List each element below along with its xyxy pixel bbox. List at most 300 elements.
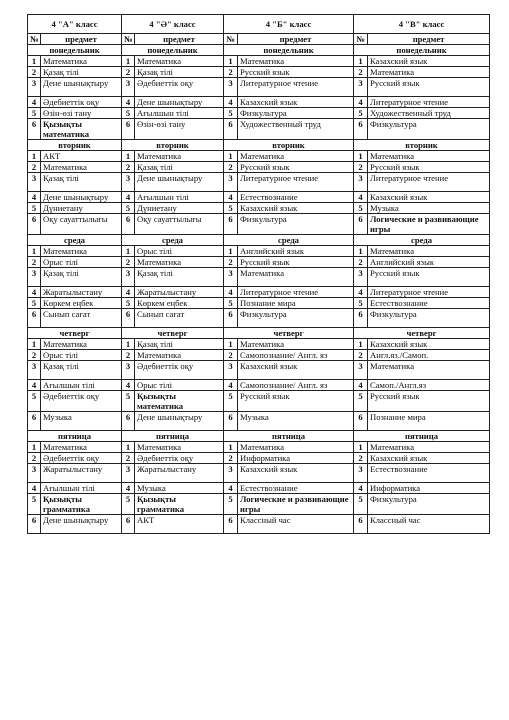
lesson-row [28, 391, 490, 412]
lesson-number: 4 [354, 287, 368, 298]
lesson-number: 6 [354, 412, 368, 431]
lesson-subject: Математика [135, 350, 224, 361]
lesson-number: 6 [28, 412, 41, 431]
lesson-subject: Физкультура [368, 119, 490, 140]
lesson-number: 2 [28, 257, 41, 268]
lesson-number: 6 [122, 412, 135, 431]
lesson-number: 1 [122, 56, 135, 67]
lesson-number: 3 [122, 361, 135, 380]
lesson-number: 6 [354, 214, 368, 235]
lesson-number: 2 [224, 257, 238, 268]
lesson-subject: Дене шынықтыру [41, 192, 122, 203]
lesson-number: 3 [224, 361, 238, 380]
lesson-subject: Ағылшын тілі [135, 192, 224, 203]
schedule-table [27, 14, 490, 534]
lesson-subject: Өзін-өзі тану [41, 108, 122, 119]
lesson-number: 3 [224, 268, 238, 287]
lesson-subject: Литературное чтение [368, 97, 490, 108]
lesson-subject: Математика [238, 442, 354, 453]
lesson-subject: АКТ [41, 151, 122, 162]
lesson-number: 5 [28, 391, 41, 412]
lesson-number: 5 [122, 494, 135, 515]
lesson-subject: Естествознание [238, 483, 354, 494]
lesson-number: 4 [28, 483, 41, 494]
lesson-number: 3 [28, 78, 41, 97]
lesson-number: 3 [28, 268, 41, 287]
lesson-number: 2 [122, 350, 135, 361]
lesson-number: 1 [224, 442, 238, 453]
class-title: 4 "Б" класс [224, 15, 354, 34]
day-name: понедельник [122, 45, 224, 56]
number-header: № [354, 34, 368, 45]
day-name: четверг [28, 328, 122, 339]
lesson-number: 3 [354, 78, 368, 97]
lesson-number: 1 [354, 339, 368, 350]
lesson-number: 4 [122, 192, 135, 203]
lesson-number: 3 [354, 268, 368, 287]
lesson-number: 4 [224, 483, 238, 494]
lesson-subject: Самоп./Англ.яз [368, 380, 490, 391]
lesson-number: 6 [224, 119, 238, 140]
lesson-number: 2 [28, 453, 41, 464]
lesson-row [28, 119, 490, 140]
lesson-number: 5 [354, 298, 368, 309]
lesson-subject: Художественный труд [368, 108, 490, 119]
day-name: пятница [122, 431, 224, 442]
lesson-subject: Физкультура [238, 309, 354, 328]
lesson-subject: Математика [368, 67, 490, 78]
lesson-number: 1 [224, 339, 238, 350]
lesson-subject: Жаратылыстану [135, 287, 224, 298]
lesson-number: 6 [28, 214, 41, 235]
lesson-number: 2 [354, 453, 368, 464]
lesson-subject: Орыс тілі [41, 350, 122, 361]
lesson-number: 3 [122, 173, 135, 192]
lesson-number: 4 [354, 483, 368, 494]
day-name: среда [354, 235, 490, 246]
lesson-number: 3 [354, 464, 368, 483]
lesson-subject: Өзін-өзі тану [135, 119, 224, 140]
lesson-number: 6 [224, 412, 238, 431]
lesson-subject: Математика [41, 246, 122, 257]
lesson-number: 4 [224, 287, 238, 298]
lesson-number: 1 [354, 56, 368, 67]
lesson-number: 3 [28, 464, 41, 483]
class-title: 4 "А" класс [28, 15, 122, 34]
lesson-subject: Естествознание [368, 464, 490, 483]
lesson-number: 4 [28, 380, 41, 391]
lesson-row [28, 203, 490, 214]
lesson-number: 2 [28, 67, 41, 78]
lesson-subject: Әдебиеттік оқу [41, 453, 122, 464]
lesson-number: 4 [122, 97, 135, 108]
class-header-row [28, 15, 490, 34]
lesson-number: 1 [224, 56, 238, 67]
lesson-subject: Ағылшын тілі [41, 380, 122, 391]
lesson-number: 3 [354, 173, 368, 192]
lesson-number: 3 [28, 361, 41, 380]
lesson-number: 2 [28, 162, 41, 173]
lesson-number: 2 [354, 350, 368, 361]
lesson-number: 3 [354, 361, 368, 380]
lesson-subject: Логические и развивающие игры [238, 494, 354, 515]
lesson-number: 6 [28, 119, 41, 140]
lesson-number: 4 [28, 97, 41, 108]
lesson-number: 4 [122, 287, 135, 298]
lesson-subject: Қазақ тілі [41, 361, 122, 380]
lesson-number: 4 [354, 380, 368, 391]
lesson-subject: Естествознание [368, 298, 490, 309]
lesson-number: 3 [122, 464, 135, 483]
lesson-subject: Русский язык [368, 391, 490, 412]
day-name: среда [122, 235, 224, 246]
lesson-number: 2 [354, 67, 368, 78]
lesson-subject: Математика [368, 442, 490, 453]
lesson-subject: Әдебиеттік оқу [135, 361, 224, 380]
day-name: понедельник [28, 45, 122, 56]
lesson-number: 3 [122, 268, 135, 287]
lesson-number: 1 [354, 442, 368, 453]
class-title: 4 "В" класс [354, 15, 490, 34]
lesson-row [28, 380, 490, 391]
lesson-number: 6 [354, 309, 368, 328]
lesson-subject: Познание мира [238, 298, 354, 309]
lesson-number: 6 [122, 515, 135, 534]
lesson-subject: Познание мира [368, 412, 490, 431]
lesson-number: 2 [224, 67, 238, 78]
day-name: четверг [224, 328, 354, 339]
lesson-subject: Жаратылыстану [41, 464, 122, 483]
lesson-number: 3 [224, 78, 238, 97]
lesson-number: 6 [28, 515, 41, 534]
lesson-number: 2 [224, 162, 238, 173]
lesson-subject: Литературное чтение [368, 173, 490, 192]
day-name: четверг [122, 328, 224, 339]
lesson-number: 2 [224, 453, 238, 464]
lesson-subject: Английский язык [368, 257, 490, 268]
day-name: вторник [224, 140, 354, 151]
lesson-number: 4 [122, 483, 135, 494]
lesson-number: 5 [28, 494, 41, 515]
lesson-subject: Көркем еңбек [41, 298, 122, 309]
lesson-number: 1 [122, 442, 135, 453]
lesson-number: 4 [28, 287, 41, 298]
lesson-subject: Математика [135, 442, 224, 453]
subject-header: предмет [41, 34, 122, 45]
lesson-subject: Самопознание/ Англ. яз [238, 380, 354, 391]
lesson-number: 2 [354, 257, 368, 268]
lesson-number: 4 [224, 380, 238, 391]
lesson-number: 2 [354, 162, 368, 173]
lesson-subject: Казахский язык [238, 97, 354, 108]
lesson-row [28, 287, 490, 298]
lesson-subject: Казахский язык [368, 192, 490, 203]
lesson-number: 4 [354, 192, 368, 203]
lesson-subject: Математика [368, 246, 490, 257]
lesson-subject: Художественный труд [238, 119, 354, 140]
lesson-number: 3 [224, 464, 238, 483]
lesson-subject: Логические и развивающие игры [368, 214, 490, 235]
column-header-row [28, 34, 490, 45]
lesson-subject: Казахский язык [238, 203, 354, 214]
lesson-subject: Музыка [368, 203, 490, 214]
lesson-subject: Классный час [238, 515, 354, 534]
lesson-subject: Ағылшын тілі [135, 108, 224, 119]
lesson-subject: Казахский язык [368, 56, 490, 67]
lesson-subject: Қазақ тілі [41, 67, 122, 78]
lesson-number: 2 [122, 257, 135, 268]
lesson-subject: Дене шынықтыру [135, 173, 224, 192]
lesson-number: 5 [28, 108, 41, 119]
lesson-subject: Сынып сағат [135, 309, 224, 328]
lesson-subject: Дене шынықтыру [41, 515, 122, 534]
day-name: четверг [354, 328, 490, 339]
lesson-subject: Орыс тілі [135, 380, 224, 391]
lesson-number: 3 [28, 173, 41, 192]
lesson-subject: Казахский язык [368, 453, 490, 464]
lesson-subject: Дүниетану [135, 203, 224, 214]
lesson-row [28, 268, 490, 287]
lesson-row [28, 464, 490, 483]
lesson-subject: Английский язык [238, 246, 354, 257]
lesson-subject: Математика [368, 361, 490, 380]
lesson-row [28, 361, 490, 380]
lesson-subject: Сынып сағат [41, 309, 122, 328]
lesson-subject: Литературное чтение [238, 78, 354, 97]
lesson-subject: Көркем еңбек [135, 298, 224, 309]
lesson-row [28, 339, 490, 350]
lesson-row [28, 97, 490, 108]
lesson-subject: Жаратылыстану [135, 464, 224, 483]
lesson-row [28, 108, 490, 119]
lesson-row [28, 494, 490, 515]
day-name: вторник [354, 140, 490, 151]
lesson-subject: Оқу сауаттылығы [41, 214, 122, 235]
lesson-row [28, 309, 490, 328]
lesson-subject: Дүниетану [41, 203, 122, 214]
lesson-subject: Математика [135, 257, 224, 268]
lesson-number: 5 [224, 298, 238, 309]
class-title: 4 "Ә" класс [122, 15, 224, 34]
lesson-number: 6 [224, 214, 238, 235]
lesson-number: 1 [28, 151, 41, 162]
lesson-subject: Ағылшын тілі [41, 483, 122, 494]
lesson-subject: Русский язык [368, 162, 490, 173]
day-name: понедельник [354, 45, 490, 56]
lesson-subject: Дене шынықтыру [135, 97, 224, 108]
subject-header: предмет [368, 34, 490, 45]
lesson-subject: Информатика [368, 483, 490, 494]
lesson-subject: Математика [135, 151, 224, 162]
lesson-number: 1 [28, 442, 41, 453]
lesson-subject: Литературное чтение [368, 287, 490, 298]
lesson-subject: Русский язык [238, 162, 354, 173]
lesson-number: 5 [224, 391, 238, 412]
day-row [28, 431, 490, 442]
lesson-subject: Казахский язык [368, 339, 490, 350]
lesson-number: 2 [28, 350, 41, 361]
lesson-subject: Русский язык [238, 391, 354, 412]
lesson-number: 1 [28, 56, 41, 67]
lesson-number: 5 [122, 391, 135, 412]
lesson-number: 4 [224, 192, 238, 203]
lesson-row [28, 173, 490, 192]
lesson-row [28, 483, 490, 494]
lesson-number: 1 [354, 246, 368, 257]
lesson-number: 4 [122, 380, 135, 391]
lesson-number: 5 [122, 298, 135, 309]
lesson-subject: Казахский язык [238, 464, 354, 483]
lesson-subject: Математика [41, 162, 122, 173]
lesson-subject: Қазақ тілі [41, 173, 122, 192]
lesson-row [28, 257, 490, 268]
lesson-row [28, 515, 490, 534]
lesson-subject: Әдебиеттік оқу [41, 391, 122, 412]
lesson-row [28, 412, 490, 431]
lesson-subject: Орыс тілі [41, 257, 122, 268]
lesson-number: 5 [28, 298, 41, 309]
lesson-row [28, 78, 490, 97]
lesson-number: 4 [354, 97, 368, 108]
lesson-subject: Естествознание [238, 192, 354, 203]
day-row [28, 235, 490, 246]
lesson-subject: Русский язык [238, 257, 354, 268]
day-name: пятница [28, 431, 122, 442]
lesson-row [28, 453, 490, 464]
lesson-number: 6 [354, 119, 368, 140]
lesson-subject: Физкультура [238, 214, 354, 235]
lesson-number: 5 [224, 108, 238, 119]
lesson-subject: Қазақ тілі [135, 339, 224, 350]
lesson-number: 5 [354, 203, 368, 214]
number-header: № [28, 34, 41, 45]
lesson-subject: Русский язык [368, 78, 490, 97]
lesson-subject: Математика [238, 268, 354, 287]
lesson-number: 5 [354, 494, 368, 515]
lesson-row [28, 67, 490, 78]
lesson-subject: Математика [368, 151, 490, 162]
lesson-subject: Математика [41, 339, 122, 350]
lesson-subject: Әдебиеттік оқу [135, 78, 224, 97]
lesson-number: 5 [28, 203, 41, 214]
lesson-subject: Математика [238, 339, 354, 350]
lesson-subject: Дене шынықтыру [41, 78, 122, 97]
lesson-subject: Классный час [368, 515, 490, 534]
lesson-number: 5 [354, 108, 368, 119]
lesson-number: 3 [224, 173, 238, 192]
lesson-row [28, 246, 490, 257]
lesson-subject: Қазақ тілі [41, 268, 122, 287]
lesson-number: 6 [224, 309, 238, 328]
lesson-number: 1 [122, 246, 135, 257]
day-row [28, 45, 490, 56]
day-row [28, 140, 490, 151]
lesson-subject: Қызықты грамматика [41, 494, 122, 515]
lesson-subject: Физкультура [368, 494, 490, 515]
lesson-subject: Орыс тілі [135, 246, 224, 257]
lesson-subject: Самопознание/ Англ. яз [238, 350, 354, 361]
lesson-number: 6 [122, 214, 135, 235]
lesson-subject: Математика [238, 151, 354, 162]
lesson-number: 2 [122, 453, 135, 464]
day-name: вторник [28, 140, 122, 151]
lesson-subject: Қызықты грамматика [135, 494, 224, 515]
lesson-number: 2 [122, 162, 135, 173]
lesson-subject: Қызықты математика [41, 119, 122, 140]
lesson-subject: Оқу сауаттылығы [135, 214, 224, 235]
lesson-subject: Русский язык [368, 268, 490, 287]
lesson-subject: Қазақ тілі [135, 162, 224, 173]
lesson-number: 4 [28, 192, 41, 203]
lesson-number: 3 [122, 78, 135, 97]
lesson-row [28, 192, 490, 203]
lesson-row [28, 298, 490, 309]
lesson-number: 1 [224, 246, 238, 257]
lesson-number: 4 [224, 97, 238, 108]
lesson-number: 6 [122, 119, 135, 140]
number-header: № [224, 34, 238, 45]
lesson-subject: Жаратылыстану [41, 287, 122, 298]
lesson-subject: Музыка [135, 483, 224, 494]
lesson-subject: Музыка [238, 412, 354, 431]
lesson-subject: Англ.яз./Самоп. [368, 350, 490, 361]
lesson-number: 5 [224, 203, 238, 214]
day-name: вторник [122, 140, 224, 151]
lesson-subject: Қызықты математика [135, 391, 224, 412]
day-name: понедельник [224, 45, 354, 56]
lesson-subject: Қазақ тілі [135, 268, 224, 287]
lesson-number: 1 [122, 339, 135, 350]
lesson-number: 6 [224, 515, 238, 534]
lesson-number: 2 [224, 350, 238, 361]
lesson-number: 1 [28, 339, 41, 350]
lesson-row [28, 442, 490, 453]
lesson-subject: Математика [238, 56, 354, 67]
lesson-subject: Қазақ тілі [135, 67, 224, 78]
lesson-row [28, 56, 490, 67]
lesson-subject: Әдебиеттік оқу [41, 97, 122, 108]
lesson-subject: Дене шынықтыру [135, 412, 224, 431]
subject-header: предмет [238, 34, 354, 45]
lesson-subject: Литературное чтение [238, 173, 354, 192]
day-name: пятница [354, 431, 490, 442]
lesson-number: 1 [354, 151, 368, 162]
lesson-subject: Информатика [238, 453, 354, 464]
lesson-number: 1 [28, 246, 41, 257]
lesson-number: 1 [224, 151, 238, 162]
lesson-subject: Русский язык [238, 67, 354, 78]
day-name: среда [224, 235, 354, 246]
day-name: пятница [224, 431, 354, 442]
lesson-subject: Физкультура [238, 108, 354, 119]
lesson-subject: АКТ [135, 515, 224, 534]
lesson-number: 5 [122, 108, 135, 119]
lesson-subject: Математика [135, 56, 224, 67]
day-row [28, 328, 490, 339]
lesson-row [28, 162, 490, 173]
lesson-number: 1 [122, 151, 135, 162]
lesson-number: 5 [122, 203, 135, 214]
lesson-subject: Математика [41, 56, 122, 67]
lesson-subject: Музыка [41, 412, 122, 431]
lesson-number: 6 [354, 515, 368, 534]
lesson-subject: Математика [41, 442, 122, 453]
lesson-subject: Әдебиеттік оқу [135, 453, 224, 464]
number-header: № [122, 34, 135, 45]
lesson-number: 6 [28, 309, 41, 328]
lesson-number: 6 [122, 309, 135, 328]
lesson-number: 5 [354, 391, 368, 412]
